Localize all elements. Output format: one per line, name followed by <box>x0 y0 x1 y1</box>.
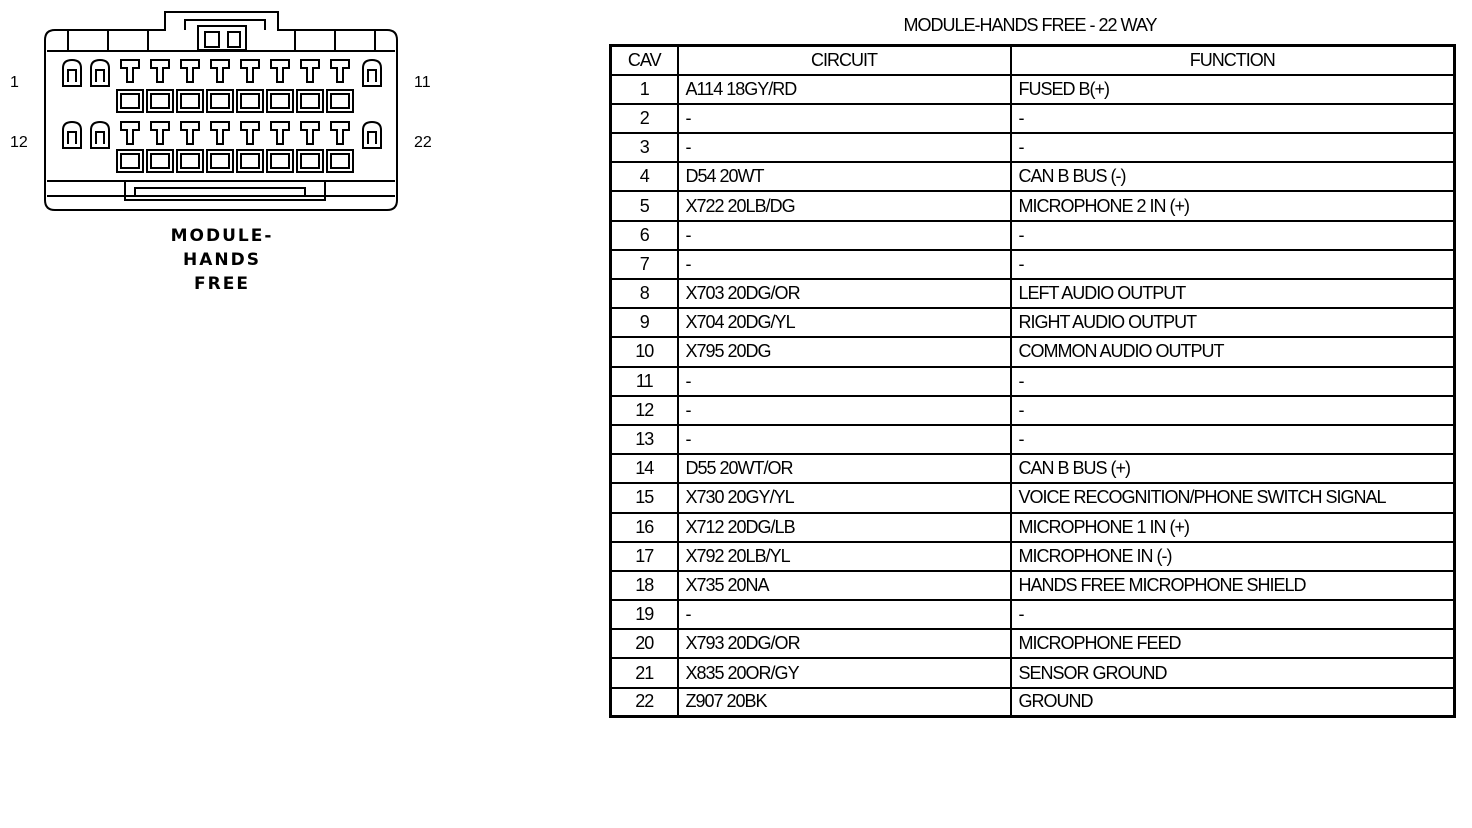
circuit-cell: X722 20LB/DG <box>678 191 1011 220</box>
function-cell: MICROPHONE IN (-) <box>1011 542 1455 571</box>
cav-cell: 10 <box>611 337 678 366</box>
table-row <box>611 629 1455 658</box>
table-row <box>611 191 1455 220</box>
circuit-cell: - <box>678 396 1011 425</box>
circuit-cell: D54 20WT <box>678 162 1011 191</box>
connector-cavity <box>327 122 353 172</box>
table-row <box>611 658 1455 687</box>
table-row <box>611 367 1455 396</box>
connector-cavity <box>147 122 173 172</box>
circuit-cell: X703 20DG/OR <box>678 279 1011 308</box>
circuit-cell: - <box>678 425 1011 454</box>
cav-cell: 18 <box>611 571 678 600</box>
table-row <box>611 337 1455 366</box>
header-circuit: CIRCUIT <box>678 46 1011 75</box>
function-cell: - <box>1011 425 1455 454</box>
connector-cavity <box>207 60 233 112</box>
cav-cell: 7 <box>611 250 678 279</box>
cav-cell: 14 <box>611 454 678 483</box>
connector-name <box>120 224 324 296</box>
function-cell: LEFT AUDIO OUTPUT <box>1011 279 1455 308</box>
circuit-cell: X835 20OR/GY <box>678 658 1011 687</box>
table-row <box>611 250 1455 279</box>
connector-cavity <box>267 60 293 112</box>
table-row <box>611 688 1455 717</box>
table-row <box>611 75 1455 104</box>
table-row <box>611 104 1455 133</box>
connector-diagram <box>0 0 440 220</box>
function-cell: - <box>1011 396 1455 425</box>
cav-cell: 22 <box>611 688 678 717</box>
function-cell: CAN B BUS (-) <box>1011 162 1455 191</box>
circuit-cell: - <box>678 250 1011 279</box>
function-cell: MICROPHONE FEED <box>1011 629 1455 658</box>
connector-cavity <box>297 60 323 112</box>
circuit-cell: - <box>678 600 1011 629</box>
function-cell: HANDS FREE MICROPHONE SHIELD <box>1011 571 1455 600</box>
pin-label-1: 1 <box>10 74 19 91</box>
pin-label-22: 22 <box>414 134 432 151</box>
circuit-cell: X792 20LB/YL <box>678 542 1011 571</box>
function-cell: COMMON AUDIO OUTPUT <box>1011 337 1455 366</box>
connector-cavity <box>91 122 109 148</box>
circuit-cell: - <box>678 367 1011 396</box>
circuit-cell: X793 20DG/OR <box>678 629 1011 658</box>
connector-cavity <box>267 122 293 172</box>
pin-label-12: 12 <box>10 134 28 151</box>
function-cell: MICROPHONE 2 IN (+) <box>1011 191 1455 220</box>
cav-cell: 13 <box>611 425 678 454</box>
table-title: MODULE-HANDS FREE - 22 WAY <box>903 15 1157 35</box>
cav-cell: 20 <box>611 629 678 658</box>
connector-bottom-slot <box>125 181 325 200</box>
circuit-cell: - <box>678 133 1011 162</box>
function-cell: SENSOR GROUND <box>1011 658 1455 687</box>
connector-cavity <box>363 122 381 148</box>
connector-name-line-1: MODULE- <box>170 226 274 246</box>
cav-cell: 16 <box>611 513 678 542</box>
connector-cavity <box>177 60 203 112</box>
function-cell: - <box>1011 250 1455 279</box>
connector-name-line-2: HANDS <box>183 250 261 270</box>
connector-cavity <box>177 122 203 172</box>
header-cav: CAV <box>611 46 678 75</box>
connector-cavity <box>91 60 109 86</box>
cav-cell: 4 <box>611 162 678 191</box>
cavity-table <box>609 44 1456 718</box>
function-cell: - <box>1011 104 1455 133</box>
circuit-cell: X730 20GY/YL <box>678 483 1011 512</box>
cav-cell: 15 <box>611 483 678 512</box>
function-cell: VOICE RECOGNITION/PHONE SWITCH SIGNAL <box>1011 483 1455 512</box>
connector-cavity <box>117 60 143 112</box>
cav-cell: 1 <box>611 75 678 104</box>
circuit-cell: Z907 20BK <box>678 688 1011 717</box>
circuit-cell: X735 20NA <box>678 571 1011 600</box>
connector-cavity <box>63 122 81 148</box>
table-row <box>611 454 1455 483</box>
cav-cell: 3 <box>611 133 678 162</box>
function-cell: - <box>1011 133 1455 162</box>
header-function: FUNCTION <box>1011 46 1455 75</box>
cav-cell: 8 <box>611 279 678 308</box>
connector-cavity <box>207 122 233 172</box>
table-row <box>611 425 1455 454</box>
table-row <box>611 221 1455 250</box>
circuit-cell: D55 20WT/OR <box>678 454 1011 483</box>
connector-cavity <box>363 60 381 86</box>
connector-name-line-3: FREE <box>194 274 250 294</box>
function-cell: - <box>1011 600 1455 629</box>
function-cell: GROUND <box>1011 688 1455 717</box>
function-cell: MICROPHONE 1 IN (+) <box>1011 513 1455 542</box>
cav-cell: 5 <box>611 191 678 220</box>
table-row <box>611 396 1455 425</box>
cav-cell: 12 <box>611 396 678 425</box>
connector-cavity <box>237 60 263 112</box>
table-row <box>611 483 1455 512</box>
table-row <box>611 308 1455 337</box>
function-cell: FUSED B(+) <box>1011 75 1455 104</box>
cav-cell: 17 <box>611 542 678 571</box>
table-row <box>611 542 1455 571</box>
table-row <box>611 279 1455 308</box>
table-row <box>611 600 1455 629</box>
circuit-cell: X712 20DG/LB <box>678 513 1011 542</box>
connector-cavity <box>63 60 81 86</box>
connector-cavity <box>147 60 173 112</box>
table-row <box>611 571 1455 600</box>
cav-cell: 19 <box>611 600 678 629</box>
cav-cell: 11 <box>611 367 678 396</box>
circuit-cell: X795 20DG <box>678 337 1011 366</box>
pin-label-11: 11 <box>414 74 431 91</box>
cav-cell: 21 <box>611 658 678 687</box>
cav-cell: 2 <box>611 104 678 133</box>
circuit-cell: A114 18GY/RD <box>678 75 1011 104</box>
connector-cavity <box>327 60 353 112</box>
circuit-cell: X704 20DG/YL <box>678 308 1011 337</box>
function-cell: RIGHT AUDIO OUTPUT <box>1011 308 1455 337</box>
connector-cavity <box>117 122 143 172</box>
cav-cell: 9 <box>611 308 678 337</box>
table-row <box>611 513 1455 542</box>
table-row <box>611 133 1455 162</box>
function-cell: - <box>1011 367 1455 396</box>
function-cell: - <box>1011 221 1455 250</box>
table-row <box>611 162 1455 191</box>
connector-cavity <box>237 122 263 172</box>
circuit-cell: - <box>678 104 1011 133</box>
cav-cell: 6 <box>611 221 678 250</box>
function-cell: CAN B BUS (+) <box>1011 454 1455 483</box>
connector-cavity <box>297 122 323 172</box>
table-header-row <box>611 46 1455 75</box>
circuit-cell: - <box>678 221 1011 250</box>
